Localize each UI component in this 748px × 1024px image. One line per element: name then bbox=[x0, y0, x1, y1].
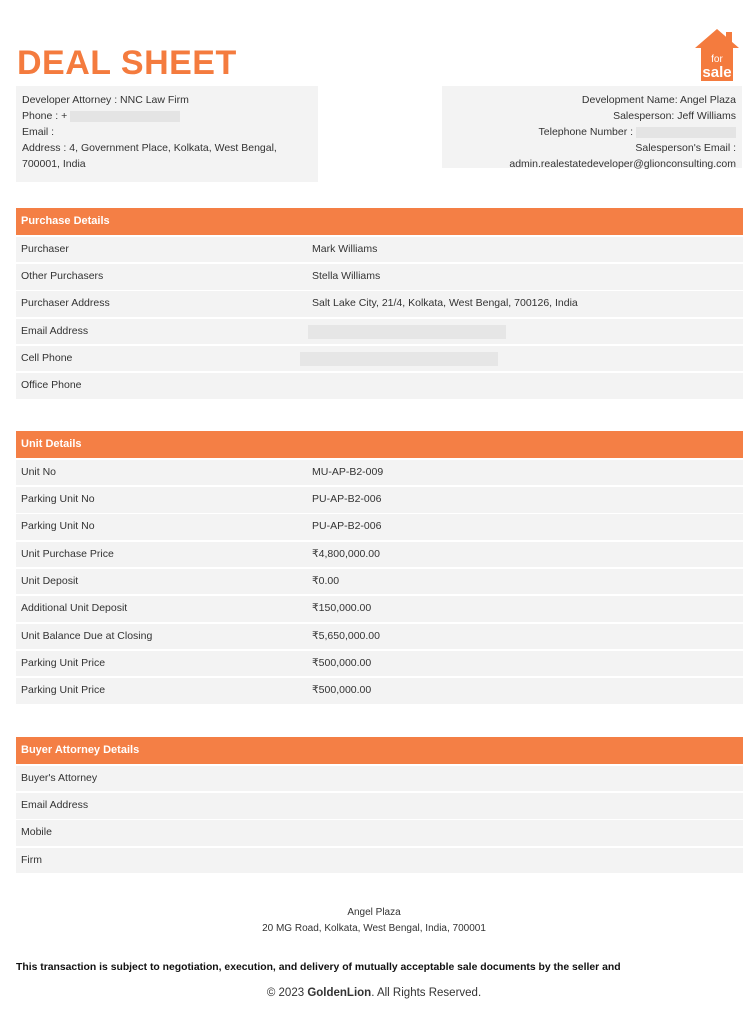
unit-details-header: Unit Details bbox=[16, 431, 743, 458]
buyer-attorney-section bbox=[16, 737, 743, 873]
brand-name: GoldenLion bbox=[307, 987, 372, 999]
row-label: Unit Balance Due at Closing bbox=[21, 629, 153, 642]
row-label: Parking Unit No bbox=[21, 520, 95, 533]
row-label: Parking Unit Price bbox=[21, 684, 106, 697]
row-value: Stella Williams bbox=[312, 270, 381, 283]
row-value: ₹500,000.00 bbox=[312, 656, 372, 669]
row-label: Unit No bbox=[21, 465, 57, 478]
logo-text-for: for bbox=[711, 54, 723, 65]
purchase-details-section bbox=[16, 208, 743, 399]
row-value: Mark Williams bbox=[312, 242, 378, 255]
table-row bbox=[16, 373, 743, 399]
developer-phone bbox=[22, 108, 312, 124]
row-label: Email Address bbox=[21, 324, 89, 337]
table-row bbox=[16, 678, 743, 704]
table-row bbox=[16, 793, 743, 819]
salesperson-email-label: Salesperson's Email : bbox=[635, 142, 736, 154]
salesperson-email: admin.realestatedeveloper@glionconsulting.com bbox=[509, 158, 736, 170]
telephone-label: Telephone Number : bbox=[538, 126, 634, 138]
salesperson-name: Salesperson: Jeff Williams bbox=[613, 110, 736, 122]
table-row bbox=[16, 237, 743, 263]
table-row bbox=[16, 596, 743, 622]
copyright-suffix: . All Rights Reserved. bbox=[371, 987, 482, 999]
row-value: Salt Lake City, 21/4, Kolkata, West Bengal, 700126, India bbox=[312, 297, 578, 310]
row-label: Office Phone bbox=[21, 379, 82, 392]
developer-info-box bbox=[16, 86, 318, 182]
row-label: Email Address bbox=[21, 799, 89, 812]
for-sale-house-logo bbox=[693, 28, 741, 82]
logo-text-sale: sale bbox=[702, 64, 732, 81]
development-name: Development Name: Angel Plaza bbox=[581, 94, 736, 106]
row-label: Cell Phone bbox=[21, 351, 73, 364]
developer-phone-label: Phone : + bbox=[22, 110, 68, 122]
table-row bbox=[16, 848, 743, 874]
row-label: Other Purchasers bbox=[21, 270, 104, 283]
table-row bbox=[16, 346, 743, 372]
page-title: DEAL SHEET bbox=[17, 44, 237, 82]
table-row bbox=[16, 460, 743, 486]
row-label: Buyer's Attorney bbox=[21, 771, 98, 784]
row-value: PU-AP-B2-006 bbox=[312, 493, 382, 506]
row-label: Unit Deposit bbox=[21, 574, 79, 587]
table-row bbox=[16, 319, 743, 345]
row-label: Purchaser Address bbox=[21, 297, 110, 310]
row-label: Unit Purchase Price bbox=[21, 547, 114, 560]
table-row bbox=[16, 569, 743, 595]
developer-address: Address : 4, Government Place, Kolkata, West Bengal, 700001, India bbox=[22, 142, 277, 170]
row-value: PU-AP-B2-006 bbox=[312, 520, 382, 533]
row-value: ₹4,800,000.00 bbox=[312, 547, 380, 560]
copyright-prefix: © 2023 bbox=[266, 987, 308, 999]
telephone-number bbox=[448, 124, 736, 140]
table-row bbox=[16, 264, 743, 290]
row-label: Additional Unit Deposit bbox=[21, 602, 128, 615]
table-row bbox=[16, 291, 743, 317]
redacted-telephone bbox=[636, 127, 736, 138]
row-value: ₹500,000.00 bbox=[312, 684, 372, 697]
table-row bbox=[16, 542, 743, 568]
row-label: Parking Unit No bbox=[21, 493, 95, 506]
row-value: ₹5,650,000.00 bbox=[312, 629, 380, 642]
footer-name: Angel Plaza bbox=[347, 907, 401, 918]
redacted-phone bbox=[70, 111, 180, 122]
purchase-details-header: Purchase Details bbox=[16, 208, 743, 235]
row-value: ₹150,000.00 bbox=[312, 602, 372, 615]
redacted-cell-phone bbox=[300, 352, 498, 366]
table-row bbox=[16, 514, 743, 540]
row-value: MU-AP-B2-009 bbox=[312, 465, 384, 478]
buyer-attorney-header: Buyer Attorney Details bbox=[16, 737, 743, 764]
unit-details-section bbox=[16, 431, 743, 704]
table-row bbox=[16, 820, 743, 846]
developer-email: Email : bbox=[22, 126, 55, 138]
row-label: Firm bbox=[21, 853, 42, 866]
row-label: Mobile bbox=[21, 826, 52, 839]
developer-attorney: Developer Attorney : NNC Law Firm bbox=[22, 94, 189, 106]
copyright bbox=[0, 987, 748, 999]
table-row bbox=[16, 766, 743, 792]
development-info-box bbox=[442, 86, 742, 168]
footer-address: 20 MG Road, Kolkata, West Bengal, India, 700001 bbox=[262, 923, 486, 934]
row-label: Purchaser bbox=[21, 242, 69, 255]
row-label: Parking Unit Price bbox=[21, 656, 106, 669]
table-row bbox=[16, 651, 743, 677]
table-row bbox=[16, 624, 743, 650]
redacted-email bbox=[308, 325, 506, 339]
disclaimer: This transaction is subject to negotiation, execution, and delivery of mutually acceptable sale documents by the seller and bbox=[16, 962, 621, 973]
table-row bbox=[16, 487, 743, 513]
row-value: ₹0.00 bbox=[312, 574, 340, 587]
